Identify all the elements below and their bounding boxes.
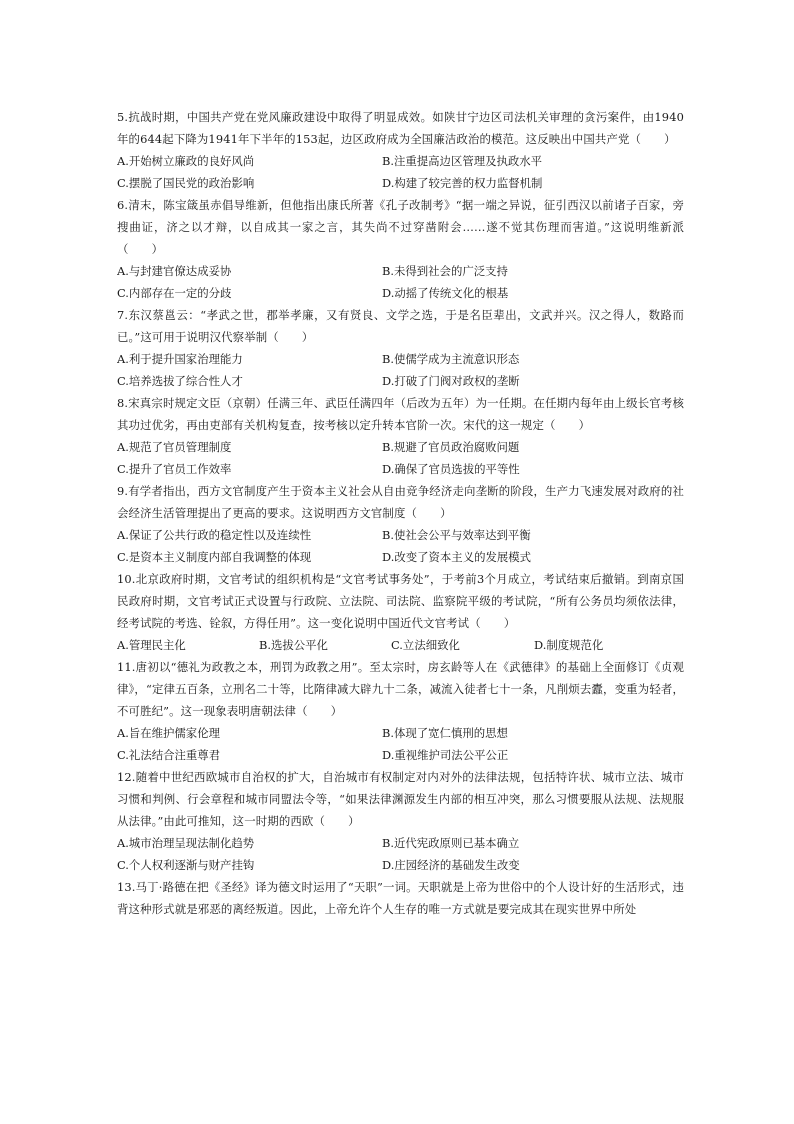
question-8 (117, 392, 684, 480)
option-c: C.摆脱了国民党的政治影响 (117, 176, 255, 190)
question-stem: 11.唐初以“德礼为政教之本，刑罚为政教之用”。至太宗时，房玄龄等人在《武德律》的基础上全面修订《贞观律》，“定律五百条，立刑名二十等，比隋律减大辟九十二条，减流入徒者七十一条，凡削烦去蠹，变重为轻者，不可胜纪”。这一现象表明唐朝法律（ ） (117, 660, 684, 718)
option-b: B.选拔公平化 (259, 638, 328, 652)
option-d: D.重视维护司法公平公正 (382, 748, 509, 762)
question-stem: 7.东汉蔡邕云：“孝武之世，郡举孝廉，又有贤良、文学之选，于是名臣辈出，文武并兴。汉之得人，数路而已。”这可用于说明汉代察举制（ ） (117, 308, 684, 344)
question-stem: 13.马丁·路德在把《圣经》译为德文时运用了“天职”一词。天职就是上帝为世俗中的个人设计好的生活形式，违背这种形式就是邪恶的离经叛道。因此，上帝允许个人生存的唯一方式就是要完成其在现实世界中所处 (117, 880, 684, 916)
option-list (117, 832, 684, 876)
option-list (117, 150, 684, 194)
option-c: C.立法细致化 (391, 638, 460, 652)
option-c: C.个人权利逐渐与财产挂钩 (117, 858, 255, 872)
option-list (117, 348, 684, 392)
question-stem: 5.抗战时期，中国共产党在党风廉政建设中取得了明显成效。如陕甘宁边区司法机关审理的贪污案件，由1940年的644起下降为1941年下半年的153起，边区政府成为全国廉洁政治的模范。这反映出中国共产党（ ） (117, 110, 684, 146)
option-list (117, 436, 684, 480)
option-list (117, 634, 684, 656)
question-6 (117, 194, 684, 304)
question-7 (117, 304, 684, 392)
exam-page (117, 106, 684, 920)
option-b: B.规避了官员政治腐败问题 (382, 440, 520, 454)
option-a: A.规范了官员管理制度 (117, 440, 232, 454)
option-c: C.提升了官员工作效率 (117, 462, 232, 476)
option-d: D.确保了官员选拔的平等性 (382, 462, 520, 476)
question-stem: 9.有学者指出，西方文官制度产生于资本主义社会从自由竞争经济走向垄断的阶段，生产力飞速发展对政府的社会经济生活管理提出了更高的要求。这说明西方文官制度（ ） (117, 484, 684, 520)
option-a: A.保证了公共行政的稳定性以及连续性 (117, 528, 312, 542)
option-list (117, 260, 684, 304)
question-stem: 8.宋真宗时规定文臣（京朝）任满三年、武臣任满四年（后改为五年）为一任期。在任期内每年由上级长官考核其功过优劣，再由吏部有关机构复查，按考核以定升转本官阶一次。宋代的这一规定（ ） (117, 396, 684, 432)
question-9 (117, 480, 684, 568)
option-d: D.动摇了传统文化的根基 (382, 286, 509, 300)
question-13 (117, 876, 684, 920)
option-a: A.与封建官僚达成妥协 (117, 264, 232, 278)
option-b: B.使社会公平与效率达到平衡 (382, 528, 531, 542)
question-stem: 12.随着中世纪西欧城市自治权的扩大，自治城市有权制定对内对外的法律法规，包括特许状、城市立法、城市习惯和判例、行会章程和城市同盟法令等，“如果法律渊源发生内部的相互冲突，那么习惯要服从法规、法规服从法律。”由此可推知，这一时期的西欧（ ） (117, 770, 684, 828)
option-a: A.城市治理呈现法制化趋势 (117, 836, 255, 850)
option-d: D.制度规范化 (534, 638, 604, 652)
question-stem: 6.清末，陈宝箴虽赤倡导维新，但他指出康氏所著《孔子改制考》“据一端之异说，征引西汉以前诸子百家，旁搜曲证，济之以才辩，以自成其一家之言，其失尚不过穿凿附会……遂不觉其伤理而害道。”这说明维新派（ ） (117, 198, 684, 256)
option-c: C.内部存在一定的分歧 (117, 286, 232, 300)
option-a: A.旨在维护儒家伦理 (117, 726, 220, 740)
option-b: B.未得到社会的广泛支持 (382, 264, 508, 278)
option-c: C.是资本主义制度内部自我调整的体现 (117, 550, 312, 564)
option-a: A.管理民主化 (117, 638, 186, 652)
option-d: D.庄园经济的基础发生改变 (382, 858, 520, 872)
option-d: D.构建了较完善的权力监督机制 (382, 176, 543, 190)
option-list (117, 722, 684, 766)
question-5 (117, 106, 684, 194)
question-11 (117, 656, 684, 766)
option-b: B.近代宪政原则已基本确立 (382, 836, 520, 850)
question-12 (117, 766, 684, 876)
option-b: B.体现了宽仁慎刑的思想 (382, 726, 508, 740)
option-d: D.打破了门阀对政权的垄断 (382, 374, 520, 388)
question-10 (117, 568, 684, 656)
question-stem: 10.北京政府时期，文官考试的组织机构是“文官考试事务处”，于考前3个月成立，考试结束后撤销。到南京国民政府时期，文官考试正式设置与行政院、立法院、司法院、监察院平级的考试院，“所有公务员均须依法律，经考试院的考选、铨叙，方得任用”。这一变化说明中国近代文官考试（ ） (117, 572, 684, 630)
option-list (117, 524, 684, 568)
option-c: C.培养选拔了综合性人才 (117, 374, 243, 388)
option-a: A.开始树立廉政的良好风尚 (117, 154, 255, 168)
option-b: B.注重提高边区管理及执政水平 (382, 154, 543, 168)
option-d: D.改变了资本主义的发展模式 (382, 550, 532, 564)
option-b: B.使儒学成为主流意识形态 (382, 352, 520, 366)
option-c: C.礼法结合注重尊君 (117, 748, 221, 762)
option-a: A.利于提升国家治理能力 (117, 352, 243, 366)
